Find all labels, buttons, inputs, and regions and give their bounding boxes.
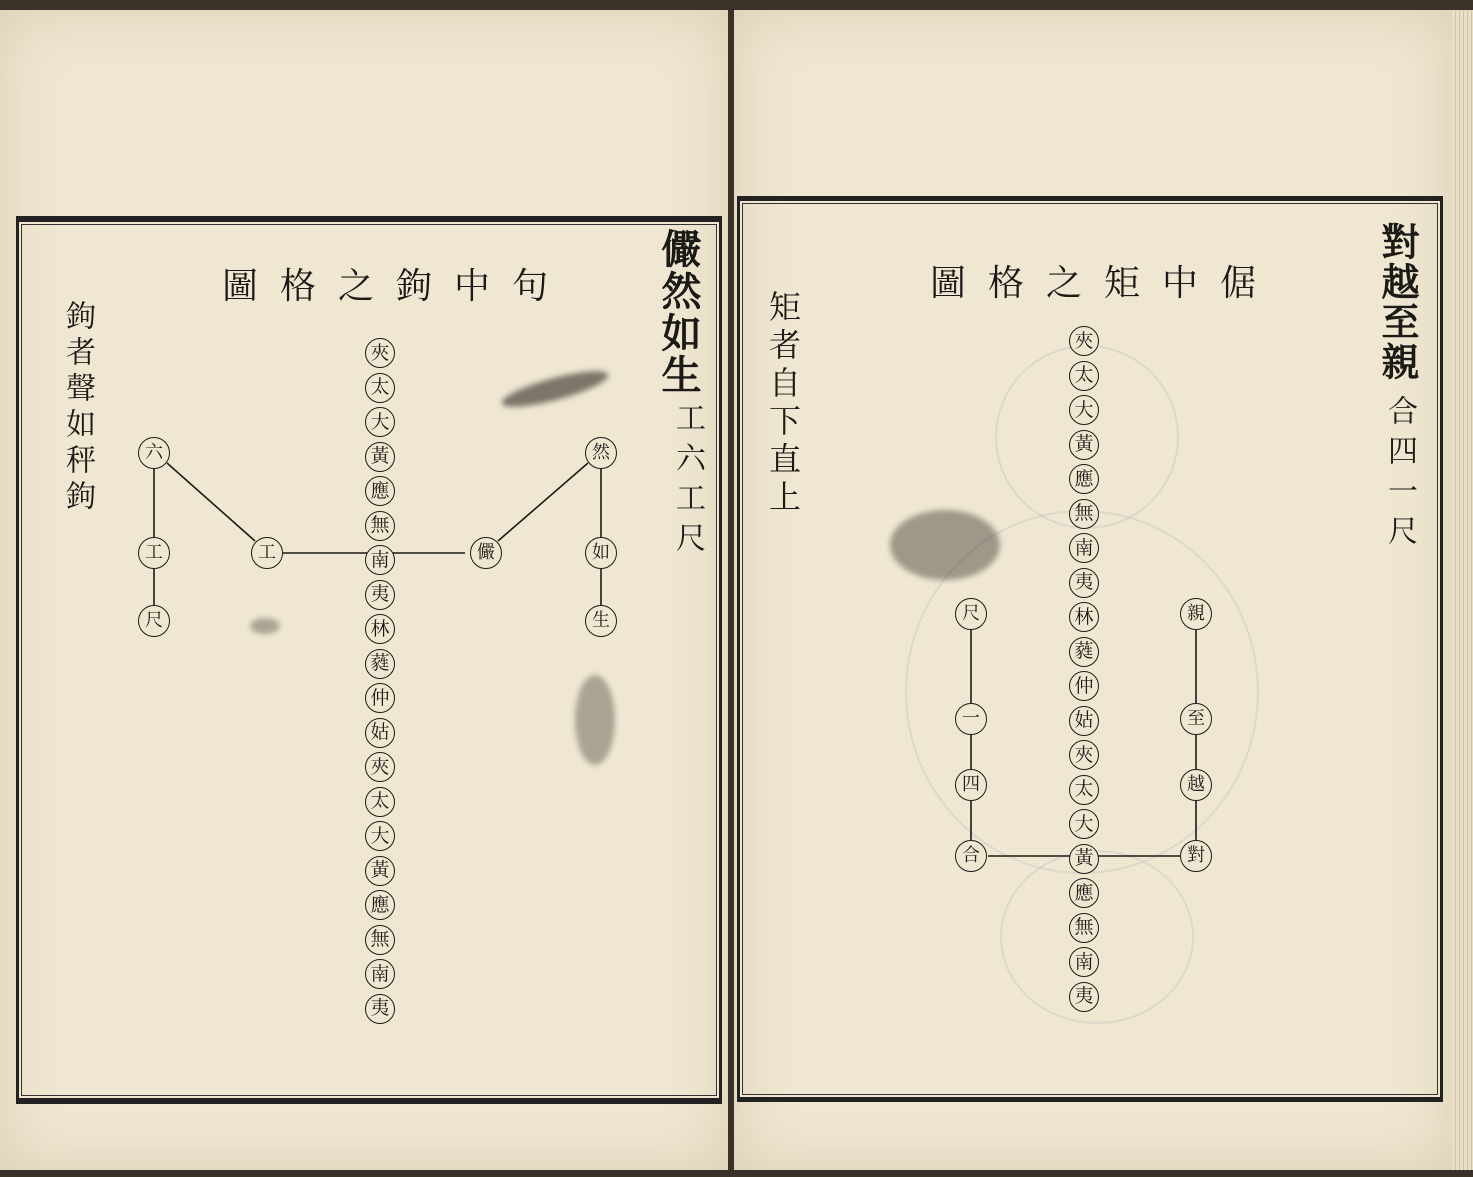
branch-node: 工 [138,537,170,569]
left-column-notes: 工六工尺 [670,402,705,562]
spine-pitch-node: 林 [1069,602,1099,632]
spine-pitch-node: 太 [365,373,395,403]
spine-pitch-node: 仲 [365,683,395,713]
spine-pitch-node: 應 [365,476,395,506]
spine-pitch-node: 大 [1069,395,1099,425]
spine-pitch-node: 應 [365,890,395,920]
branch-node: 親 [1180,598,1212,630]
spine-pitch-node: 太 [1069,775,1099,805]
spine-pitch-node: 蕤 [365,649,395,679]
spine-pitch-node: 夾 [1069,326,1099,356]
spine-pitch-node: 夷 [1069,982,1099,1012]
branch-node: 四 [955,769,987,801]
branch-node: 對 [1180,840,1212,872]
spine-pitch-node: 姑 [365,718,395,748]
spine-pitch-node: 無 [365,511,395,541]
right-side-note: 矩者自下直上 [764,290,802,518]
spine-pitch-node: 太 [365,787,395,817]
spine-pitch-node: 夷 [365,994,395,1024]
spine-pitch-node: 大 [365,821,395,851]
spine-pitch-node: 黃 [1069,430,1099,460]
spine-pitch-node: 夾 [365,338,395,368]
branch-node: 生 [585,605,617,637]
left-diagram-title: 句中鉤之格圖 [222,266,571,307]
left-column-title: 儼然如生 [655,228,702,396]
branch-node: 合 [955,840,987,872]
ink-blot [890,510,1000,580]
spine-pitch-node: 無 [1069,913,1099,943]
branch-node: 至 [1180,703,1212,735]
branch-node: 然 [585,437,617,469]
left-side-note: 鉤者聲如秤鉤 [60,300,95,516]
spine-pitch-node: 無 [365,925,395,955]
spine-pitch-node: 大 [365,407,395,437]
spine-pitch-node: 蕤 [1069,637,1099,667]
spine-pitch-node: 夷 [1069,568,1099,598]
branch-node: 越 [1180,769,1212,801]
spine-pitch-node: 應 [1069,878,1099,908]
right-column-notes: 合四一尺 [1382,395,1417,555]
spine-pitch-node: 黃 [1069,844,1099,874]
spine-pitch-node: 南 [365,545,395,575]
branch-node: 如 [585,537,617,569]
spine-pitch-node: 夾 [1069,740,1099,770]
spine-pitch-node: 仲 [1069,671,1099,701]
spine-pitch-node: 南 [1069,947,1099,977]
right-column-title: 對越至親 [1375,222,1420,382]
ink-blot [250,618,280,634]
spine-pitch-node: 林 [365,614,395,644]
spine-pitch-node: 夷 [365,580,395,610]
spine-pitch-node: 黃 [365,856,395,886]
ink-blot [575,675,615,765]
spine-pitch-node: 大 [1069,809,1099,839]
junction-node: 工 [251,537,283,569]
spine-pitch-node: 夾 [365,752,395,782]
branch-node: 尺 [955,598,987,630]
branch-node: 六 [138,437,170,469]
branch-node: 一 [955,703,987,735]
right-diagram-title: 倨中矩之格圖 [930,263,1279,304]
spine-pitch-node: 黃 [365,442,395,472]
spine-pitch-node: 姑 [1069,706,1099,736]
branch-node: 尺 [138,605,170,637]
spine-pitch-node: 太 [1069,361,1099,391]
spine-pitch-node: 南 [1069,533,1099,563]
spine-pitch-node: 南 [365,959,395,989]
spine-pitch-node: 無 [1069,499,1099,529]
page-edges [1452,10,1473,1170]
junction-node: 儼 [470,537,502,569]
spine-pitch-node: 應 [1069,464,1099,494]
